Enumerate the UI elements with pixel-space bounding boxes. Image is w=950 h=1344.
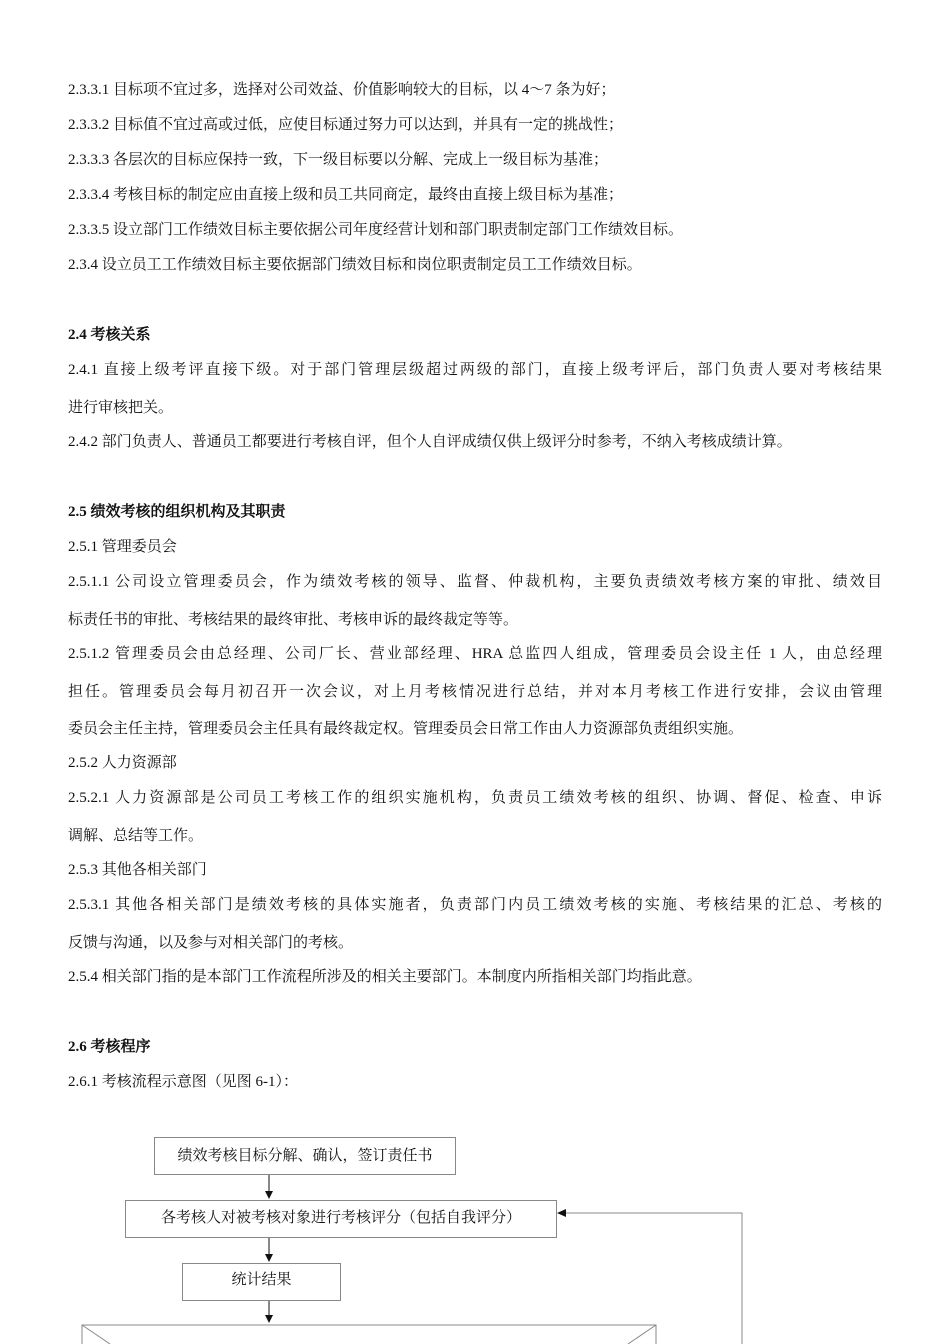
feedback-loop-line xyxy=(558,1213,742,1344)
paragraph-2-3-3-3: 2.3.3.3 各层次的目标应保持一致，下一级目标要以分解、完成上一级目标为基准； xyxy=(68,152,609,168)
paragraph-2-5-2-1-line-1: 2.5.2.1 人力资源部是公司员工考核工作的组织实施机构，负责员工绩效考核的组织、协调、督促、检查、申诉 xyxy=(68,790,882,806)
paragraph-2-5-1-2-line-3: 委员会主任主持，管理委员会主任具有最终裁定权。管理委员会日常工作由人力资源部负责组织实施。 xyxy=(68,721,744,737)
flow-step-target-breakdown: 绩效考核目标分解、确认，签订责任书 xyxy=(154,1137,456,1175)
paragraph-2-3-4: 2.3.4 设立员工工作绩效目标主要依据部门绩效目标和岗位职责制定员工工作绩效目标。 xyxy=(68,257,642,273)
paragraph-2-5-1-1-line-1: 2.5.1.1 公司设立管理委员会，作为绩效考核的领导、监督、仲裁机构，主要负责绩效考核方案的审批、绩效目 xyxy=(68,574,882,590)
subheading-2-5-3: 2.5.3 其他各相关部门 xyxy=(68,862,207,878)
flow-step-statistics: 统计结果 xyxy=(182,1263,341,1301)
next-step-shape-left-bevel xyxy=(82,1325,110,1344)
paragraph-2-5-2-1-line-2: 调解、总结等工作。 xyxy=(68,828,204,844)
feedback-loop-arrowhead xyxy=(557,1209,566,1217)
paragraph-2-5-3-1-line-1: 2.5.3.1 其他各相关部门是绩效考核的具体实施者，负责部门内员工绩效考核的实施、考核结果的汇总、考核的 xyxy=(68,897,882,913)
paragraph-2-3-3-1: 2.3.3.1 目标项不宜过多，选择对公司效益、价值影响较大的目标，以 4～7 条为好； xyxy=(68,82,616,98)
section-heading-2-6: 2.6 考核程序 xyxy=(68,1039,151,1055)
paragraph-2-6-1: 2.6.1 考核流程示意图（见图 6-1）： xyxy=(68,1074,298,1090)
paragraph-2-3-3-2: 2.3.3.2 目标值不宜过高或过低，应使目标通过努力可以达到，并具有一定的挑战性； xyxy=(68,117,624,133)
subheading-2-5-1: 2.5.1 管理委员会 xyxy=(68,539,177,555)
next-step-shape-top xyxy=(82,1325,656,1344)
paragraph-2-4-1-line-1: 2.4.1 直接上级考评直接下级。对于部门管理层级超过两级的部门，直接上级考评后，部门负责人要对考核结果 xyxy=(68,362,882,378)
subheading-2-5-2: 2.5.2 人力资源部 xyxy=(68,755,177,771)
paragraph-2-5-1-1-line-2: 标责任书的审批、考核结果的最终审批、考核申诉的最终裁定等等。 xyxy=(68,612,519,628)
paragraph-2-3-3-5: 2.3.3.5 设立部门工作绩效目标主要依据公司年度经营计划和部门职责制定部门工作绩效目标。 xyxy=(68,222,684,238)
paragraph-2-3-3-4: 2.3.3.4 考核目标的制定应由直接上级和员工共同商定，最终由直接上级目标为基准； xyxy=(68,187,624,203)
paragraph-2-5-4: 2.5.4 相关部门指的是本部门工作流程所涉及的相关主要部门。本制度内所指相关部门均指此意。 xyxy=(68,969,702,985)
section-heading-2-4: 2.4 考核关系 xyxy=(68,327,151,343)
paragraph-2-5-1-2-line-1: 2.5.1.2 管理委员会由总经理、公司厂长、营业部经理、HRA 总监四人组成，管理委员会设主任 1 人，由总经理 xyxy=(68,646,882,662)
next-step-shape-right-bevel xyxy=(628,1325,656,1344)
paragraph-2-4-1-line-2: 进行审核把关。 xyxy=(68,400,174,416)
section-heading-2-5: 2.5 绩效考核的组织机构及其职责 xyxy=(68,504,286,520)
paragraph-2-5-3-1-line-2: 反馈与沟通，以及参与对相关部门的考核。 xyxy=(68,935,354,951)
paragraph-2-4-2: 2.4.2 部门负责人、普通员工都要进行考核自评，但个人自评成绩仅供上级评分时参考，不纳入考核成绩计算。 xyxy=(68,434,792,450)
flow-step-scoring: 各考核人对被考核对象进行考核评分（包括自我评分） xyxy=(125,1200,557,1238)
paragraph-2-5-1-2-line-2: 担任。管理委员会每月初召开一次会议，对上月考核情况进行总结，并对本月考核工作进行安排，会议由管理 xyxy=(68,684,882,700)
